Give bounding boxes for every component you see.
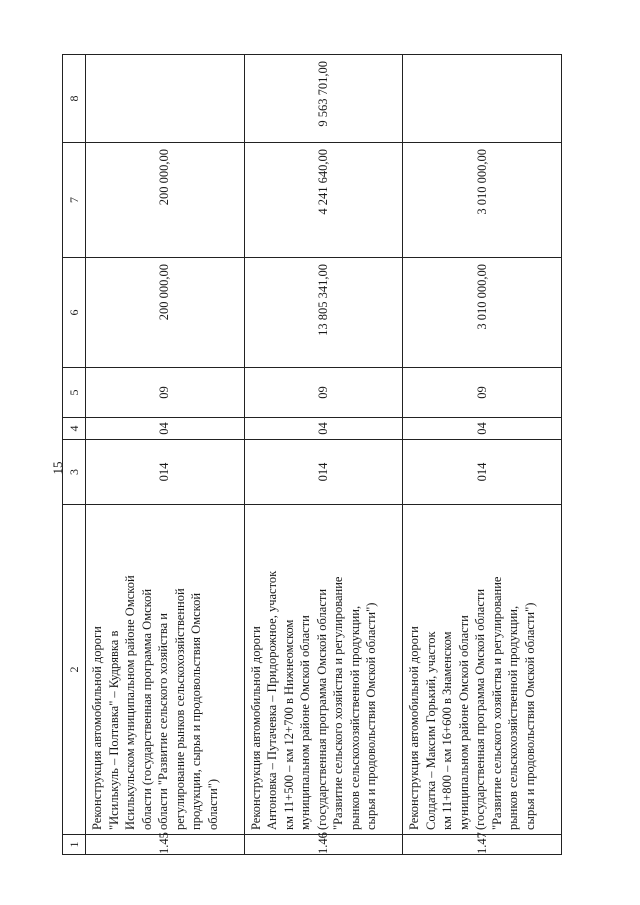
header-col-2: 2 [63, 505, 86, 835]
cell-amount-col7: 200 000,00 [86, 143, 245, 258]
description-line: Реконструкция автомобильной дороги [407, 626, 422, 830]
cell-subsection: 09 [244, 368, 403, 418]
description-line: Реконструкция автомобильной дороги [248, 626, 263, 830]
description-line: Реконструкция автомобильной дороги [90, 626, 104, 830]
description-line: муниципальном районе Омской области [456, 615, 471, 830]
description-line: сырья и продовольствия Омской области") [522, 602, 537, 830]
description-line: км 11+500 – км 12+700 в Нижнеомском [281, 619, 296, 830]
cell-amount-col8: 9 563 701,00 [244, 55, 403, 143]
header-col-4: 4 [63, 418, 86, 440]
description-line: "Развитие сельского хозяйства и регулирование [331, 576, 346, 830]
header-col-5: 5 [63, 368, 86, 418]
description-line: Антоновка – Путачевка – Придорожное, участок [265, 570, 280, 830]
cell-amount-total: 3 010 000,00 [403, 258, 562, 368]
row-number: 1.47 [403, 835, 562, 855]
description-line: продукции, сырья и продовольствия Омской [189, 592, 203, 830]
cell-amount-total: 13 805 341,00 [244, 258, 403, 368]
description-line: регулирование рынков сельскохозяйственной [172, 588, 187, 830]
row-number: 1.46 [244, 835, 403, 855]
description-line: (государственная программа Омской области [314, 588, 329, 830]
header-col-1: 1 [63, 835, 86, 855]
description-line: км 11+800 – км 16+600 в Знаменском [440, 631, 455, 830]
description-line: рынков сельскохозяйственной продукции, [506, 605, 521, 830]
cell-amount-col8 [403, 55, 562, 143]
cell-subsection: 09 [86, 368, 245, 418]
page-number: 15 [50, 461, 65, 475]
budget-table [62, 54, 562, 855]
description-line: муниципальном районе Омской области [298, 615, 313, 830]
cell-section: 04 [86, 418, 245, 440]
cell-code: 014 [403, 440, 562, 505]
table-row [86, 55, 245, 855]
description-line: рынков сельскохозяйственной продукции, [347, 605, 362, 830]
description-line: области") [205, 778, 220, 830]
cell-amount-col7: 4 241 640,00 [244, 143, 403, 258]
row-number: 1.45 [86, 835, 245, 855]
cell-code: 014 [86, 440, 245, 505]
table-row [244, 55, 403, 855]
header-col-3: 3 [63, 440, 86, 505]
description-line: сырья и продовольствия Омской области") [364, 602, 379, 830]
cell-section: 04 [244, 418, 403, 440]
cell-section: 04 [403, 418, 562, 440]
cell-amount-total: 200 000,00 [86, 258, 245, 368]
description-line: области (государственная программа Омской [139, 588, 154, 830]
description-line: Солдатка – Максим Горький, участок [423, 631, 438, 830]
table-row [403, 55, 562, 855]
description-line: области "Развитие сельского хозяйства и [156, 613, 170, 830]
header-col-7: 7 [63, 143, 86, 258]
cell-amount-col8 [86, 55, 245, 143]
header-col-6: 6 [63, 258, 86, 368]
row-description [403, 505, 562, 835]
header-col-8: 8 [63, 55, 86, 143]
description-line: Исилькульском муниципальном районе Омской [123, 575, 137, 830]
header-row [63, 55, 86, 855]
description-line: (государственная программа Омской области [473, 588, 488, 830]
cell-subsection: 09 [403, 368, 562, 418]
cell-code: 014 [244, 440, 403, 505]
row-description [244, 505, 403, 835]
row-description [86, 505, 245, 835]
rotated-table-container [62, 55, 562, 855]
description-line: "Развитие сельского хозяйства и регулирование [489, 576, 504, 830]
cell-amount-col7: 3 010 000,00 [403, 143, 562, 258]
description-line: "Исилькуль – Полтавка" – Кудрявка в [106, 630, 121, 830]
